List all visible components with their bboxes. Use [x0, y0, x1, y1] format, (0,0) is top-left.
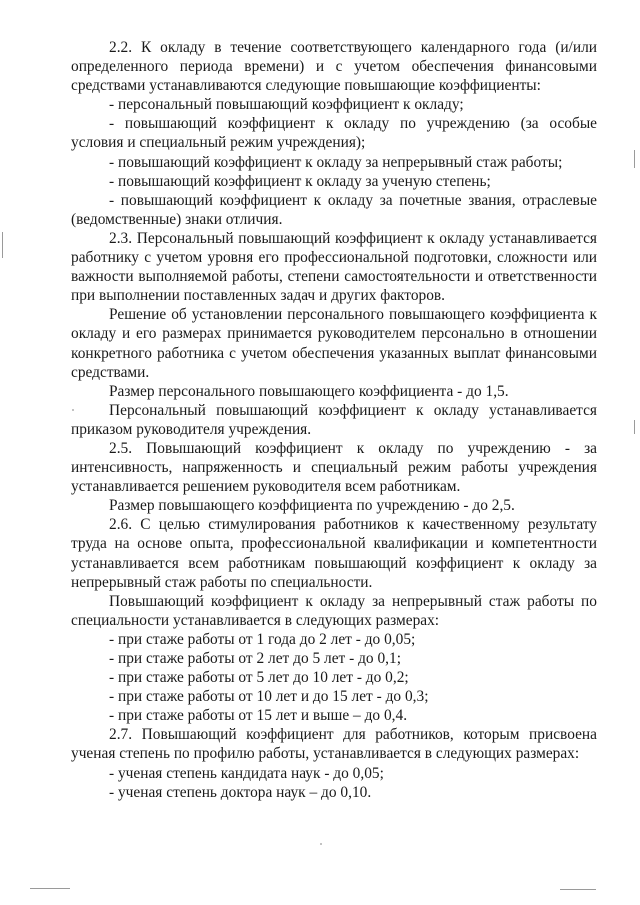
list-item-degree-coefficient: - повышающий коэффициент к окладу за ученую степень;	[109, 172, 491, 190]
paragraph-seniority-sizes: Повышающий коэффициент к окладу за непрерывный стаж работы по специальности устанавливается в следующих размерах:	[71, 592, 597, 629]
paragraph-personal-size: Размер персонального повышающего коэффициента - до 1,5.	[109, 382, 509, 400]
scan-speck	[320, 843, 322, 845]
list-item-personal-coefficient: - персональный повышающий коэффициент к окладу;	[109, 96, 464, 114]
scan-speck	[72, 409, 74, 411]
scan-mark-right	[634, 150, 635, 168]
list-item-seniority-coefficient: - повышающий коэффициент к окладу за непрерывный стаж работы;	[109, 153, 563, 171]
list-item-honors-coefficient: - повышающий коэффициент к окладу за почетные звания, отраслевые (ведомственные) знаки отличия.	[71, 191, 597, 228]
paragraph-2-6: 2.6. С целью стимулирования работников к качественному результату труда на основе опыта, профессиональной квалификации и компетентности устанавливается всем работникам повышающий коэффициент к окладу за непрерывный стаж работы по специальности.	[71, 516, 597, 591]
paragraph-2-2: 2.2. К окладу в течение соответствующего календарного года (и/или определенного периода времени) и с учетом обеспечения финансовыми средствами устанавливаются следующие повышающие коэффициенты:	[71, 39, 597, 95]
degree-item-doctor: - ученая степень доктора наук – до 0,10.	[109, 783, 372, 801]
scan-mark-right	[634, 420, 635, 434]
seniority-item-10-15-years: - при стаже работы от 10 лет и до 15 лет - до 0,3;	[109, 688, 429, 706]
paragraph-2-3: 2.3. Персональный повышающий коэффициент к окладу устанавливается работнику с учетом уровня его профессиональной подготовки, сложности или важности выполняемой работы, степени самостоятельности и ответственности при выполнении поставленных задач и других факторов.	[71, 229, 597, 305]
seniority-item-1-2-years: - при стаже работы от 1 года до 2 лет - до 0,05;	[109, 630, 416, 648]
document-body	[71, 38, 597, 802]
scan-mark-bottom-right	[560, 889, 596, 890]
paragraph-personal-order: Персональный повышающий коэффициент к окладу устанавливается приказом руководителя учреждения.	[71, 401, 597, 438]
seniority-item-5-10-years: - при стаже работы от 5 лет до 10 лет - до 0,2;	[109, 669, 409, 687]
list-item-institution-coefficient: - повышающий коэффициент к окладу по учреждению (за особые условия и специальный режим учреждения);	[71, 115, 597, 152]
paragraph-2-5: 2.5. Повышающий коэффициент к окладу по учреждению - за интенсивность, напряженность и специальный режим работы учреждения устанавливается решением руководителя всем работникам.	[71, 439, 597, 496]
paragraph-2-7: 2.7. Повышающий коэффициент для работников, которым присвоена ученая степень по профилю работы, устанавливается в следующих размерах:	[71, 726, 597, 763]
scan-mark-left	[2, 232, 3, 258]
seniority-item-15-plus-years: - при стаже работы от 15 лет и выше – до 0,4.	[109, 707, 408, 725]
paragraph-institution-size: Размер повышающего коэффициента по учреждению - до 2,5.	[109, 497, 515, 515]
seniority-item-2-5-years: - при стаже работы от 2 лет до 5 лет - до 0,1;	[109, 650, 401, 667]
degree-item-candidate: - ученая степень кандидата наук - до 0,05;	[109, 764, 384, 782]
scan-mark-bottom-left	[30, 888, 70, 889]
paragraph-personal-decision: Решение об установлении персонального повышающего коэффициента к окладу и его размерах принимается руководителем персонально в отношении конкретного работника с учетом обеспечения указанных выплат финансовыми средствами.	[71, 306, 597, 381]
